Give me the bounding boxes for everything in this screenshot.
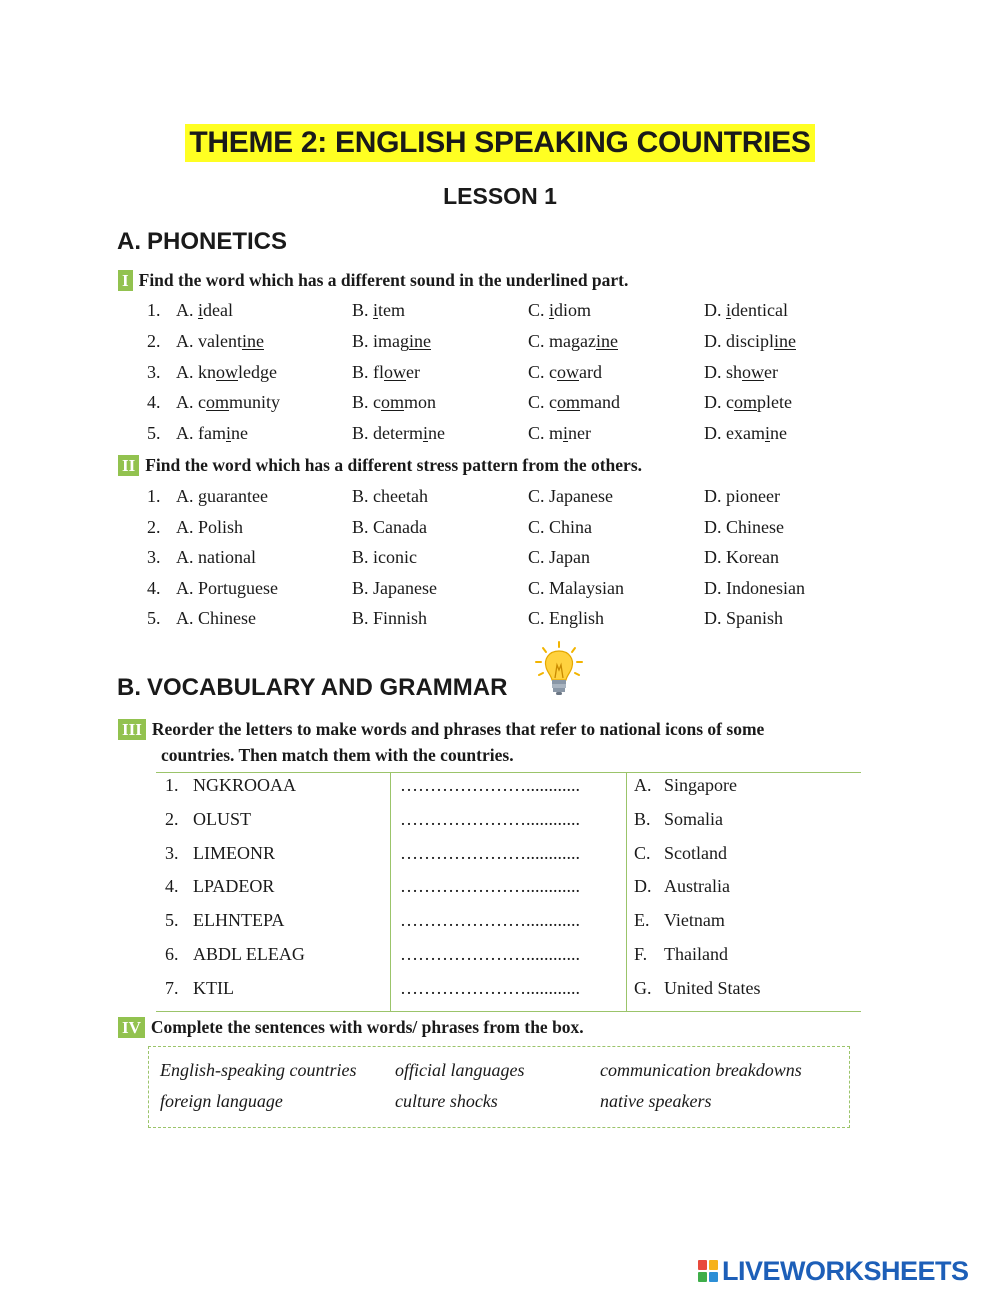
- option-text: D. discipl: [704, 330, 774, 351]
- country-letter: A.: [634, 775, 652, 795]
- answer-option[interactable]: A. Chinese: [176, 608, 256, 629]
- question-row: [147, 423, 867, 447]
- option-text: ner: [568, 423, 592, 444]
- item-number: 2.: [165, 808, 179, 829]
- exercise-2-instruction: [118, 455, 642, 476]
- country-letter: G.: [634, 977, 652, 998]
- exercise-3-text-line2: countries. Then match them with the countries.: [161, 745, 514, 765]
- underlined-part: i: [563, 423, 569, 444]
- country-letter: D.: [634, 876, 652, 897]
- box-word: official languages: [395, 1060, 525, 1080]
- question-number: 1.: [147, 486, 161, 506]
- question-number: 5.: [147, 608, 161, 629]
- answer-option[interactable]: A. guarantee: [176, 486, 268, 506]
- answer-blank[interactable]: …………………............: [400, 775, 580, 795]
- answer-option[interactable]: B. Finnish: [352, 608, 428, 629]
- scrambled-word: ABDL ELEAG: [193, 944, 305, 964]
- underlined-part: om: [381, 392, 405, 413]
- section-b-heading: [117, 674, 507, 702]
- answer-option[interactable]: D. pioneer: [704, 486, 780, 506]
- item-number: 3.: [165, 842, 179, 863]
- underlined-part: ow: [384, 361, 407, 382]
- underlined-part: ow: [216, 361, 238, 382]
- option-text: D.: [704, 300, 726, 320]
- option-text: ard: [579, 361, 602, 382]
- underlined-part: i: [198, 300, 204, 320]
- answer-option[interactable]: [176, 423, 248, 444]
- answer-blank[interactable]: …………………............: [400, 808, 580, 829]
- table-row: [156, 809, 861, 839]
- answer-option[interactable]: B. cheetah: [352, 486, 428, 506]
- underlined-part: i: [225, 423, 231, 444]
- question-row: [147, 392, 867, 416]
- question-number: 2.: [147, 516, 161, 537]
- liveworksheets-logo[interactable]: [698, 1255, 969, 1287]
- answer-option[interactable]: [352, 300, 405, 321]
- option-text: D. sh: [704, 361, 743, 382]
- box-word: English-speaking countries: [160, 1060, 357, 1080]
- option-text: A. fam: [176, 423, 226, 444]
- option-text: A.: [176, 300, 198, 320]
- option-text: er: [764, 361, 778, 382]
- option-text: C. magaz: [528, 330, 596, 351]
- question-number: 2.: [147, 330, 161, 351]
- question-number: 1.: [147, 300, 161, 320]
- answer-blank[interactable]: …………………............: [400, 910, 580, 931]
- answer-option[interactable]: D. Spanish: [704, 608, 784, 629]
- logo-blocks-icon: [698, 1260, 718, 1282]
- option-text: A. valent: [176, 330, 242, 351]
- underlined-part: om: [206, 392, 230, 413]
- page-title-wrap: [0, 124, 1000, 162]
- underlined-part: i: [549, 300, 555, 320]
- section-b-name: VOCABULARY AND GRAMMAR: [147, 674, 508, 701]
- section-a-letter: A.: [117, 228, 141, 255]
- page-title: THEME 2: ENGLISH SPEAKING COUNTRIES: [185, 124, 814, 162]
- table-row: [156, 775, 861, 805]
- question-number: 5.: [147, 423, 161, 444]
- answer-option[interactable]: C. China: [528, 516, 593, 537]
- question-number: 3.: [147, 547, 161, 568]
- item-number: 7.: [165, 977, 179, 998]
- exercise-1-text: Find the word which has a different sound in the underlined part.: [138, 270, 629, 290]
- question-row: [147, 331, 867, 355]
- answer-option[interactable]: D. Chinese: [704, 516, 784, 537]
- option-text: ne: [428, 423, 445, 444]
- section-b-letter: B.: [117, 674, 141, 701]
- underlined-part: ow: [557, 361, 579, 382]
- table-row: [156, 910, 861, 940]
- answer-option[interactable]: B. iconic: [352, 547, 417, 568]
- answer-option[interactable]: [704, 362, 778, 383]
- exercise-1-instruction: [118, 270, 628, 291]
- answer-option[interactable]: B. Canada: [352, 516, 427, 537]
- item-number: 4.: [165, 876, 179, 897]
- answer-option[interactable]: D. Indonesian: [704, 577, 805, 598]
- underlined-part: i: [764, 423, 770, 444]
- answer-option[interactable]: [704, 392, 792, 413]
- question-number: 4.: [147, 392, 161, 413]
- option-text: diom: [554, 300, 592, 320]
- option-text: mon: [404, 392, 437, 413]
- answer-option[interactable]: [704, 423, 787, 444]
- option-text: B. determ: [352, 423, 423, 444]
- answer-option[interactable]: [528, 362, 602, 383]
- exercise-2-badge: II: [118, 455, 139, 476]
- underlined-part: ine: [241, 330, 264, 351]
- question-row: [147, 517, 867, 541]
- answer-option[interactable]: [704, 300, 788, 321]
- answer-option[interactable]: C. Malaysian: [528, 577, 624, 598]
- answer-option[interactable]: [704, 331, 796, 352]
- answer-blank[interactable]: …………………............: [400, 876, 580, 897]
- answer-option[interactable]: [352, 392, 436, 413]
- option-text: tem: [378, 300, 406, 320]
- country-name: Vietnam: [664, 910, 725, 931]
- option-text: D. exam: [704, 423, 765, 444]
- answer-option[interactable]: [528, 423, 591, 444]
- exercise-3-badge: III: [118, 719, 146, 740]
- scrambled-word: OLUST: [193, 808, 251, 829]
- scrambled-word: ELHNTEPA: [193, 910, 285, 931]
- table-row: [156, 944, 861, 974]
- option-text: ne: [770, 423, 787, 444]
- option-text: deal: [203, 300, 233, 320]
- table-row: [156, 843, 861, 873]
- matching-table: [156, 772, 861, 1012]
- option-text: ledge: [238, 361, 277, 382]
- underlined-part: ine: [409, 330, 431, 351]
- answer-option[interactable]: A. national: [176, 547, 256, 568]
- answer-option[interactable]: [528, 300, 591, 321]
- underlined-part: i: [373, 300, 379, 320]
- option-text: C.: [528, 300, 550, 320]
- answer-option[interactable]: [352, 362, 420, 383]
- answer-option[interactable]: C. Japanese: [528, 486, 613, 506]
- underlined-part: om: [734, 392, 758, 413]
- underlined-part: ine: [595, 330, 618, 351]
- answer-blank[interactable]: …………………............: [400, 842, 580, 863]
- answer-option[interactable]: [528, 331, 618, 352]
- table-row: [156, 876, 861, 906]
- exercise-2-text: Find the word which has a different stress pattern from the others.: [145, 455, 643, 475]
- scrambled-word: LPADEOR: [193, 876, 275, 897]
- scrambled-word: NGKROOAA: [193, 775, 296, 795]
- answer-option[interactable]: [176, 392, 280, 413]
- answer-option[interactable]: C. English: [528, 608, 605, 629]
- option-text: C. m: [528, 423, 564, 444]
- answer-option[interactable]: D. Korean: [704, 547, 779, 568]
- option-text: A. kn: [176, 361, 216, 382]
- question-row: [147, 578, 867, 602]
- exercise-3-text-line1: Reorder the letters to make words and phrases that refer to national icons of some: [151, 719, 765, 739]
- word-box: [148, 1046, 850, 1128]
- answer-option[interactable]: [528, 392, 620, 413]
- country-letter: E.: [634, 910, 650, 931]
- answer-option[interactable]: [176, 362, 277, 383]
- option-text: B.: [352, 300, 374, 320]
- country-name: Australia: [664, 876, 730, 897]
- underlined-part: ow: [742, 361, 765, 382]
- box-word: native speakers: [600, 1091, 712, 1111]
- question-row: [147, 362, 867, 386]
- option-text: ne: [231, 423, 248, 444]
- exercise-4-text: Complete the sentences with words/ phrases from the box.: [150, 1017, 584, 1037]
- option-text: C. c: [528, 361, 557, 382]
- section-a-heading: [117, 228, 287, 256]
- option-text: D. c: [704, 392, 734, 413]
- question-row: [147, 608, 867, 632]
- option-text: mand: [580, 392, 621, 413]
- lesson-heading: LESSON 1: [443, 183, 557, 209]
- item-number: 1.: [165, 775, 179, 795]
- answer-option[interactable]: C. Japan: [528, 547, 590, 568]
- underlined-part: i: [726, 300, 732, 320]
- country-name: Thailand: [664, 944, 728, 964]
- item-number: 6.: [165, 944, 179, 964]
- country-name: Scotland: [664, 842, 727, 863]
- answer-option[interactable]: [352, 423, 445, 444]
- option-text: B. fl: [352, 361, 385, 382]
- option-text: C. c: [528, 392, 557, 413]
- section-a-name: PHONETICS: [147, 228, 288, 255]
- answer-option[interactable]: [352, 331, 431, 352]
- question-number: 3.: [147, 361, 161, 382]
- box-word: communication breakdowns: [600, 1060, 802, 1080]
- scrambled-word: KTIL: [193, 977, 234, 998]
- scrambled-word: LIMEONR: [193, 842, 275, 863]
- lightbulb-icon: [533, 640, 585, 700]
- underlined-part: om: [557, 392, 581, 413]
- option-text: dentical: [731, 300, 788, 320]
- option-text: B. imag: [352, 330, 409, 351]
- option-text: A. c: [176, 392, 206, 413]
- option-text: B. c: [352, 392, 381, 413]
- box-word: culture shocks: [395, 1091, 498, 1111]
- question-number: 4.: [147, 577, 161, 598]
- option-text: er: [406, 361, 420, 382]
- answer-blank[interactable]: …………………............: [400, 944, 580, 964]
- country-letter: C.: [634, 842, 651, 863]
- exercise-4-instruction: [118, 1017, 584, 1038]
- country-name: Somalia: [664, 808, 723, 829]
- box-word: foreign language: [160, 1091, 283, 1111]
- answer-option[interactable]: A. Polish: [176, 516, 244, 537]
- exercise-4-badge: IV: [118, 1017, 145, 1038]
- answer-blank[interactable]: …………………............: [400, 977, 580, 998]
- logo-text: LIVEWORKSHEETS: [722, 1255, 969, 1286]
- option-text: plete: [757, 392, 792, 413]
- underlined-part: i: [422, 423, 428, 444]
- item-number: 5.: [165, 910, 179, 931]
- answer-option[interactable]: [176, 331, 264, 352]
- exercise-3-instruction: [118, 716, 880, 768]
- question-row: [147, 547, 867, 571]
- answer-option[interactable]: [176, 300, 233, 321]
- country-name: United States: [664, 977, 761, 998]
- country-letter: F.: [634, 944, 648, 964]
- answer-option[interactable]: B. Japanese: [352, 577, 437, 598]
- underlined-part: ine: [774, 330, 796, 351]
- country-name: Singapore: [664, 775, 737, 795]
- country-letter: B.: [634, 808, 651, 829]
- exercise-1-badge: I: [118, 270, 133, 291]
- answer-option[interactable]: A. Portuguese: [176, 577, 278, 598]
- question-row: [147, 486, 867, 510]
- option-text: munity: [229, 392, 281, 413]
- table-row: [156, 978, 861, 1008]
- question-row: [147, 300, 867, 324]
